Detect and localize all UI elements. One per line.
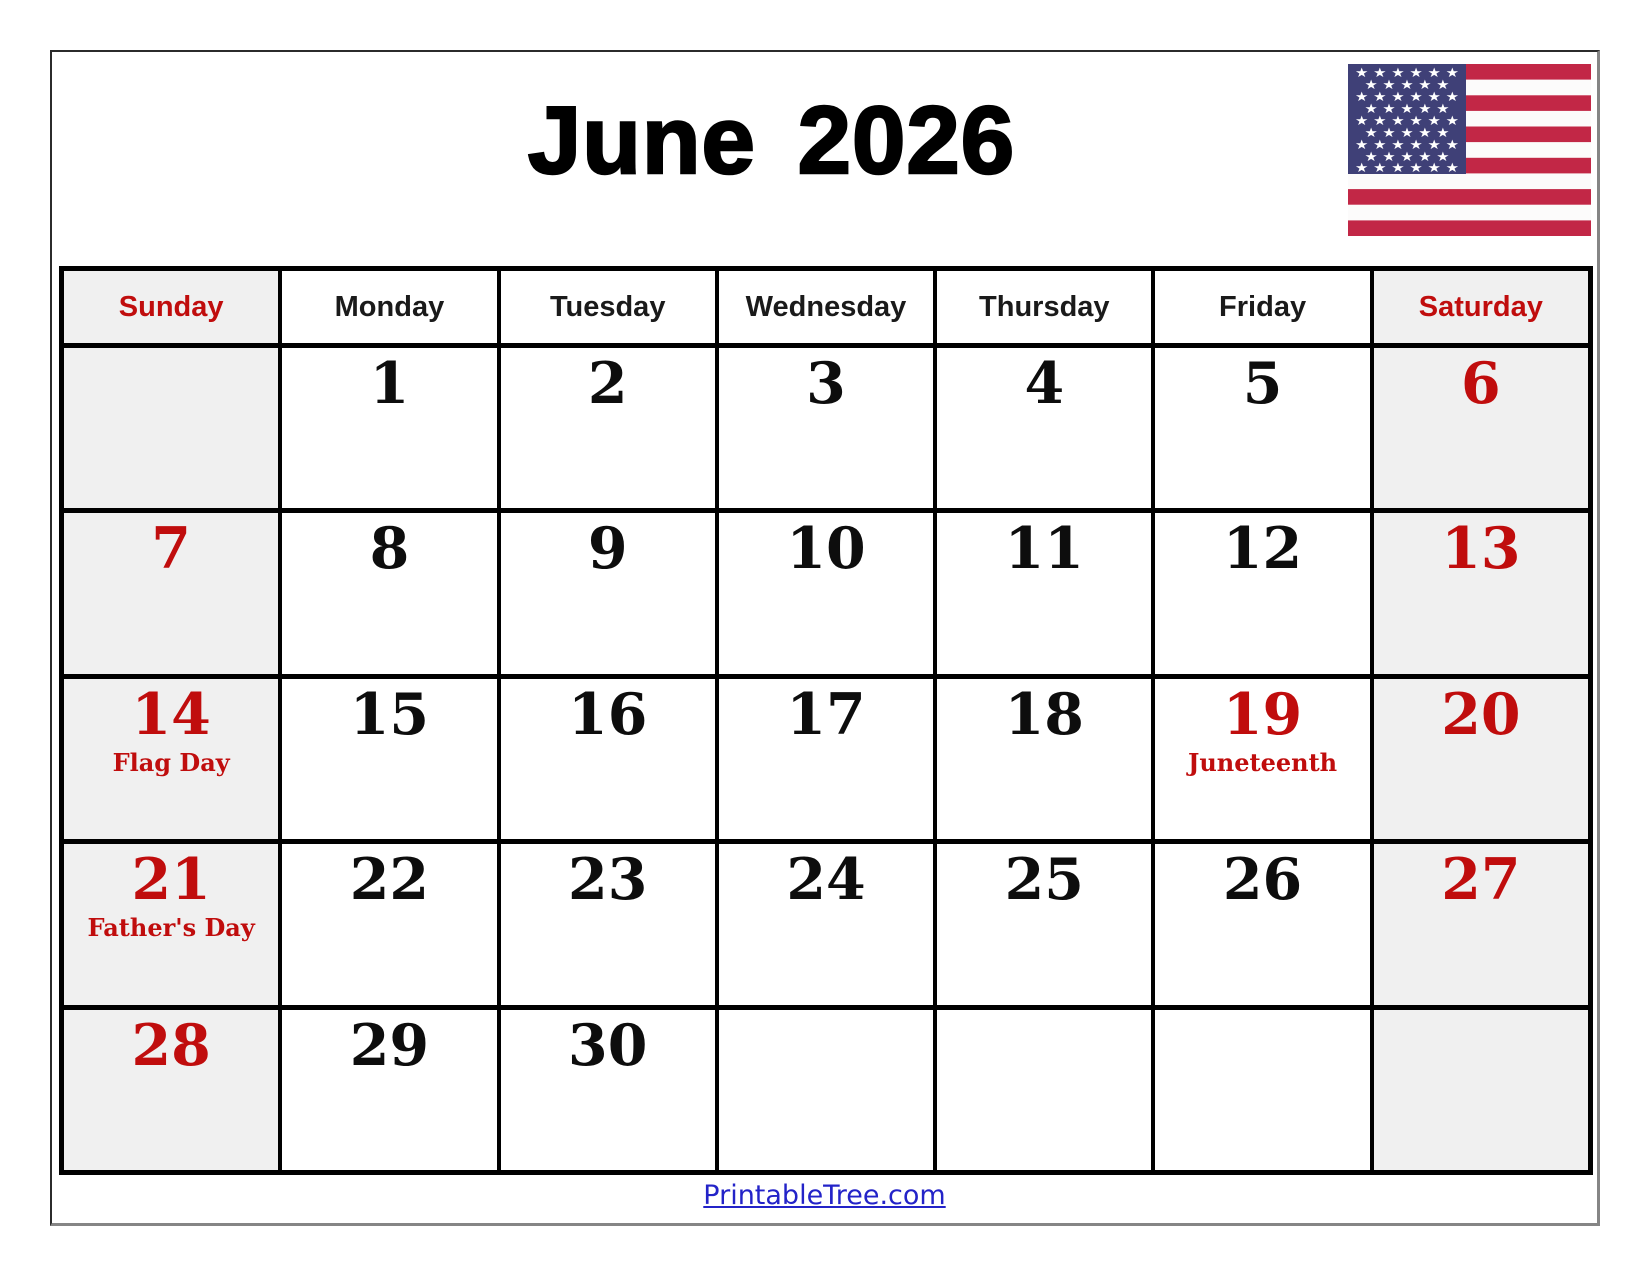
day-number: 29: [349, 1011, 430, 1079]
day-number: 24: [786, 846, 866, 914]
page-title: June 2026: [527, 87, 1016, 194]
holiday-label: Father's Day: [87, 913, 255, 943]
day-cell-13: [1374, 513, 1588, 673]
calendar-grid: [59, 266, 1593, 1175]
svg-text:★ ★ ★ ★ ★: ★ ★ ★ ★ ★: [1364, 126, 1450, 141]
calendar-page: [50, 50, 1600, 1226]
day-cell-8: [282, 513, 496, 673]
day-number: 19: [1222, 680, 1303, 748]
day-cell-10: [719, 513, 933, 673]
day-cell-empty: [64, 348, 278, 508]
day-cell-7: [64, 513, 278, 673]
day-header-monday: Monday: [282, 271, 496, 343]
us-flag-icon: [1348, 64, 1591, 236]
day-cell-30: [501, 1010, 715, 1170]
day-cell-empty: [937, 1010, 1151, 1170]
day-number: 6: [1461, 350, 1501, 417]
day-number: 5: [1242, 350, 1283, 417]
day-number: 18: [1004, 680, 1084, 748]
day-cell-empty: [1374, 1010, 1588, 1170]
day-number: 9: [587, 515, 628, 583]
svg-text:★ ★ ★ ★ ★ ★: ★ ★ ★ ★ ★ ★: [1355, 66, 1459, 81]
day-number: 2: [587, 350, 628, 417]
day-cell-21: [64, 844, 278, 1004]
day-header-sunday: Sunday: [64, 271, 278, 343]
svg-text:★ ★ ★ ★ ★: ★ ★ ★ ★ ★: [1364, 102, 1450, 117]
day-cell-22: [282, 844, 496, 1004]
day-cell-16: [501, 679, 715, 839]
svg-text:★ ★ ★ ★ ★ ★: ★ ★ ★ ★ ★ ★: [1355, 90, 1459, 105]
day-cell-empty: [1155, 1010, 1369, 1170]
day-header-wednesday: Wednesday: [719, 271, 933, 343]
day-number: 25: [1004, 846, 1084, 914]
day-cell-empty: [719, 1010, 933, 1170]
footer: [52, 1180, 1597, 1211]
day-number: 1: [369, 350, 410, 417]
svg-text:★ ★ ★ ★ ★: ★ ★ ★ ★ ★: [1364, 150, 1450, 165]
day-cell-18: [937, 679, 1151, 839]
day-cell-24: [719, 844, 933, 1004]
day-cell-14: [64, 679, 278, 839]
day-cell-25: [937, 844, 1151, 1004]
day-number: 15: [349, 680, 430, 748]
day-cell-26: [1155, 844, 1369, 1004]
day-number: 13: [1441, 515, 1521, 583]
svg-text:★ ★ ★ ★ ★ ★: ★ ★ ★ ★ ★ ★: [1355, 161, 1459, 176]
day-number: 12: [1222, 515, 1303, 583]
day-number: 21: [131, 846, 211, 914]
day-number: 26: [1222, 846, 1303, 914]
day-number: 27: [1441, 846, 1521, 914]
day-cell-11: [937, 513, 1151, 673]
day-cell-2: [501, 348, 715, 508]
day-cell-4: [937, 348, 1151, 508]
day-cell-17: [719, 679, 933, 839]
day-number: 10: [786, 515, 866, 583]
day-cell-5: [1155, 348, 1369, 508]
day-cell-15: [282, 679, 496, 839]
svg-text:★ ★ ★ ★ ★: ★ ★ ★ ★ ★: [1364, 78, 1450, 93]
svg-text:★ ★ ★ ★ ★ ★: ★ ★ ★ ★ ★ ★: [1355, 138, 1459, 153]
holiday-label: Flag Day: [112, 747, 230, 777]
day-cell-23: [501, 844, 715, 1004]
footer-link[interactable]: PrintableTree.com: [703, 1180, 946, 1211]
day-cell-27: [1374, 844, 1588, 1004]
day-number: 11: [1004, 515, 1084, 583]
day-cell-1: [282, 348, 496, 508]
day-number: 17: [786, 680, 866, 748]
day-header-tuesday: Tuesday: [501, 271, 715, 343]
day-number: 14: [131, 680, 211, 748]
day-cell-9: [501, 513, 715, 673]
day-header-thursday: Thursday: [937, 271, 1151, 343]
day-cell-28: [64, 1010, 278, 1170]
day-number: 28: [131, 1011, 211, 1079]
day-cell-20: [1374, 679, 1588, 839]
day-number: 22: [349, 846, 430, 914]
day-cell-19: [1155, 679, 1369, 839]
holiday-label: Juneteenth: [1187, 747, 1338, 777]
day-number: 23: [568, 846, 648, 914]
day-number: 16: [568, 680, 648, 748]
day-number: 4: [1024, 350, 1065, 417]
day-header-saturday: Saturday: [1374, 271, 1588, 343]
day-cell-3: [719, 348, 933, 508]
day-cell-29: [282, 1010, 496, 1170]
day-cell-6: [1374, 348, 1588, 508]
day-cell-12: [1155, 513, 1369, 673]
day-header-friday: Friday: [1155, 271, 1369, 343]
day-number: 8: [369, 515, 410, 583]
day-number: 3: [806, 350, 846, 417]
day-number: 7: [151, 515, 191, 583]
day-number: 30: [568, 1011, 648, 1079]
svg-text:★ ★ ★ ★ ★ ★: ★ ★ ★ ★ ★ ★: [1355, 114, 1459, 129]
day-number: 20: [1441, 680, 1521, 748]
